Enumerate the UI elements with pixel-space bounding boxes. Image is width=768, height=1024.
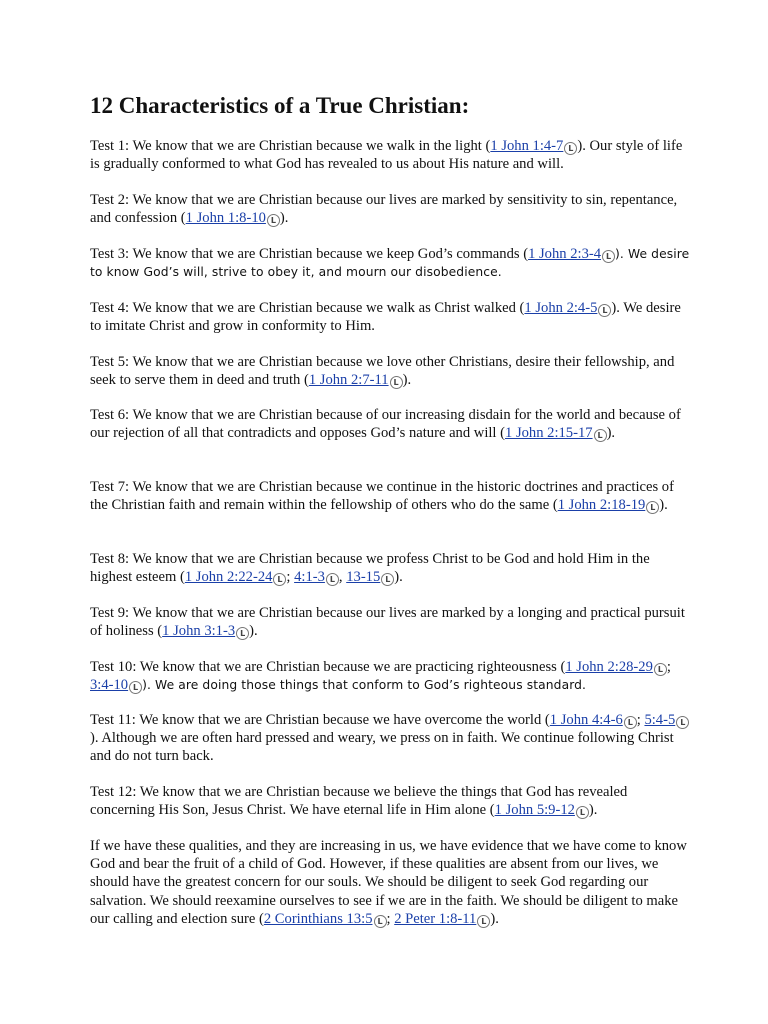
- scripture-reference-label: 1 John 2:7-11: [308, 372, 389, 389]
- paragraph-text: ).: [279, 210, 289, 227]
- logos-l-icon[interactable]: L: [676, 716, 689, 729]
- scripture-reference-label: 4:1-3: [294, 569, 325, 586]
- scripture-reference-link[interactable]: [644, 712, 675, 728]
- scripture-reference-link[interactable]: [185, 569, 273, 585]
- scripture-reference-link[interactable]: [490, 138, 563, 154]
- scripture-reference-label: 1 John 4:4-6: [549, 712, 623, 728]
- scripture-reference-label: 1 John 1:8-10: [185, 210, 266, 227]
- scripture-reference-link[interactable]: [550, 712, 623, 728]
- scripture-reference-link[interactable]: [528, 246, 601, 262]
- test-7-paragraph: [90, 478, 690, 514]
- scripture-reference-label: 1 John 2:22-24: [184, 569, 273, 586]
- paragraph-text: Test 2: We know that we are Christian because our lives are marked by sensitivity to sin, repentance, and confession (: [90, 192, 678, 227]
- logos-l-icon[interactable]: L: [326, 573, 339, 586]
- paragraph-text: ). We desire to know God’s will, strive to obey it, and mourn our disobedience.: [90, 247, 690, 280]
- reference-separator: ,: [338, 569, 347, 586]
- scripture-reference-link[interactable]: [558, 497, 646, 513]
- paragraph-text: ).: [394, 569, 403, 586]
- paragraph-text: ). Although we are often hard pressed and weary, we press on in faith. We continue following Christ and do not turn back.: [90, 730, 674, 765]
- scripture-reference-label: 2 Corinthians 13:5: [263, 910, 373, 927]
- paragraph-text: Test 10: We know that we are Christian because we are practicing righteousness (: [90, 659, 566, 675]
- scripture-reference-label: 1 John 2:18-19: [557, 497, 646, 514]
- scripture-reference-link[interactable]: [346, 569, 380, 585]
- test-2-paragraph: [90, 191, 690, 227]
- paragraph-text: Test 5: We know that we are Christian because we love other Christians, desire their fellowship, and seek to serve them in deed and truth (: [90, 354, 675, 389]
- scripture-reference-link[interactable]: [90, 677, 128, 693]
- scripture-reference-label: 1 John 2:4-5: [524, 300, 598, 316]
- scripture-reference-link[interactable]: [394, 911, 476, 927]
- conclusion-paragraph: [90, 837, 690, 928]
- test-6-paragraph: [90, 406, 690, 442]
- test-9-paragraph: [90, 604, 690, 640]
- paragraph-text: ).: [588, 802, 598, 819]
- logos-l-icon[interactable]: L: [594, 429, 607, 442]
- test-8-paragraph: [90, 550, 690, 586]
- test-5-paragraph: [90, 353, 690, 389]
- page-title: 12 Characteristics of a True Christian:: [90, 93, 470, 118]
- paragraph-text: Test 7: We know that we are Christian because we continue in the historic doctrines and practices of the Christian faith and remain within the fellowship of others who do the same (: [90, 479, 674, 514]
- paragraph-text: Test 6: We know that we are Christian because of our increasing disdain for the world and because of our rejection of all that contradicts and opposes God’s nature and will (: [90, 407, 681, 442]
- scripture-reference-link[interactable]: [186, 210, 266, 226]
- scripture-reference-label: 1 John 2:28-29: [565, 659, 653, 675]
- reference-separator: ;: [636, 712, 645, 728]
- scripture-reference-label: 5:4-5: [644, 712, 676, 728]
- paragraph-text: Test 4: We know that we are Christian because we walk as Christ walked (: [90, 300, 525, 316]
- scripture-reference-label: 1 John 2:15-17: [505, 425, 593, 442]
- logos-l-icon[interactable]: L: [267, 214, 280, 227]
- logos-l-icon[interactable]: L: [602, 250, 615, 263]
- logos-l-icon[interactable]: L: [598, 304, 611, 317]
- logos-l-icon[interactable]: L: [646, 501, 659, 514]
- paragraph-text: Test 3: We know that we are Christian because we keep God’s commands (: [90, 246, 529, 262]
- scripture-reference-label: 3:4-10: [90, 677, 129, 694]
- scripture-reference-link[interactable]: [309, 372, 389, 388]
- paragraph-text: Test 11: We know that we are Christian because we have overcome the world (: [90, 712, 550, 728]
- test-10-paragraph: [90, 658, 690, 694]
- paragraph-text: ).: [659, 497, 668, 514]
- scripture-reference-link[interactable]: [162, 623, 235, 639]
- logos-l-icon[interactable]: L: [564, 142, 577, 155]
- scripture-reference-label: 1 John 3:1-3: [162, 623, 236, 640]
- paragraph-text: Test 12: We know that we are Christian because we believe the things that God has revealed concerning His Son, Jesus Christ. We have eternal life in Him alone (: [90, 784, 628, 819]
- test-4-paragraph: [90, 299, 690, 335]
- scripture-reference-link[interactable]: [524, 300, 597, 316]
- paragraph-text: If we have these qualities, and they are increasing in us, we have evidence that we have come to know God and bear the fruit of a child of God. However, if these qualities are absent from our lives, we should have the greatest concern for our souls. We should be diligent to seek God regarding our salvation. We should reexamine ourselves to see if we are in the faith. We should be diligent to make our calling and election sure (: [90, 838, 687, 927]
- test-3-paragraph: [90, 245, 690, 281]
- reference-separator: ;: [386, 910, 395, 927]
- logos-l-icon[interactable]: L: [390, 376, 403, 389]
- test-1-paragraph: [90, 137, 690, 173]
- paragraph-text: ).: [249, 623, 258, 640]
- paragraph-text: ).: [402, 372, 412, 389]
- logos-l-icon[interactable]: L: [129, 681, 142, 694]
- test-11-paragraph: [90, 711, 690, 766]
- paragraph-text: ). We are doing those things that conform to God’s righteous standard.: [142, 678, 587, 693]
- scripture-reference-label: 1 John 5:9-12: [494, 802, 575, 819]
- logos-l-icon[interactable]: L: [477, 915, 490, 928]
- scripture-reference-label: 1 John 1:4-7: [490, 138, 564, 154]
- scripture-reference-link[interactable]: [294, 569, 325, 585]
- scripture-reference-link[interactable]: [264, 911, 373, 927]
- scripture-reference-label: 13-15: [346, 569, 381, 586]
- paragraph-text: Test 1: We know that we are Christian because we walk in the light (: [90, 138, 491, 154]
- scripture-reference-label: 2 Peter 1:8-11: [394, 910, 477, 927]
- scripture-reference-link[interactable]: [565, 659, 653, 675]
- paragraph-text: ).: [490, 910, 499, 927]
- reference-separator: ;: [286, 569, 295, 586]
- logos-l-icon[interactable]: L: [624, 716, 637, 729]
- paragraph-text: Test 9: We know that we are Christian because our lives are marked by a longing and practical pursuit of holiness (: [90, 605, 685, 640]
- scripture-reference-label: 1 John 2:3-4: [528, 246, 602, 262]
- logos-l-icon[interactable]: L: [654, 663, 667, 676]
- paragraph-text: Test 8: We know that we are Christian because we profess Christ to be God and hold Him in the highest esteem (: [90, 551, 650, 586]
- paragraph-text: ).: [606, 425, 616, 442]
- logos-l-icon[interactable]: L: [381, 573, 394, 586]
- paragraph-text: ). Our style of life is gradually conformed to what God has revealed to us about His nature and will.: [90, 138, 683, 173]
- logos-l-icon[interactable]: L: [236, 627, 249, 640]
- scripture-reference-link[interactable]: [495, 802, 575, 818]
- scripture-reference-link[interactable]: [505, 425, 593, 441]
- test-12-paragraph: [90, 783, 690, 819]
- paragraph-text: ). We desire to imitate Christ and grow in conformity to Him.: [90, 300, 681, 335]
- logos-l-icon[interactable]: L: [273, 573, 286, 586]
- logos-l-icon[interactable]: L: [374, 915, 387, 928]
- logos-l-icon[interactable]: L: [576, 806, 589, 819]
- reference-separator: ;: [666, 659, 671, 675]
